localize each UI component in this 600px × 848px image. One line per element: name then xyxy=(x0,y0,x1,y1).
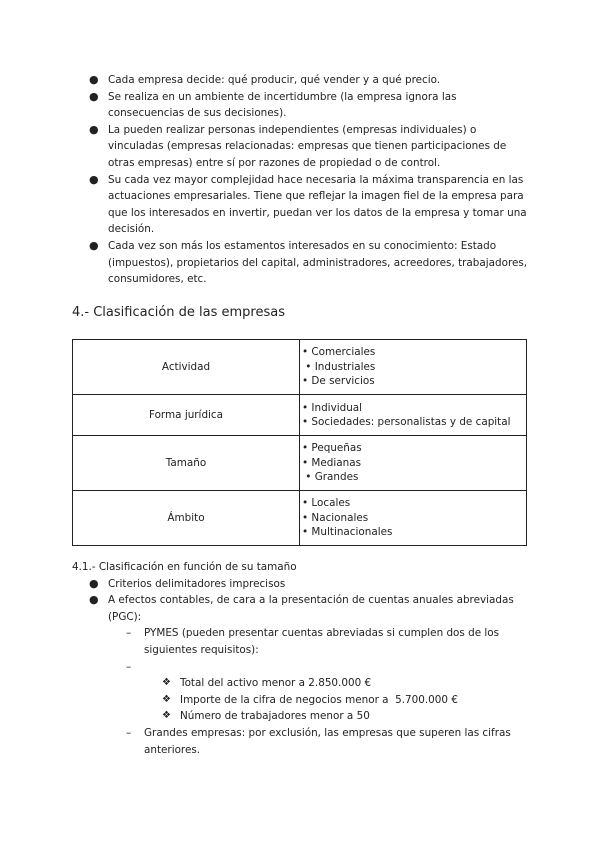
list-item xyxy=(72,625,534,658)
section-heading: 4.- Clasificación de las empresas xyxy=(72,305,286,320)
list-item-text: Importe de la cifra de negocios menor a 5.700.000 € xyxy=(180,693,458,706)
list-item xyxy=(72,89,534,122)
bullet-icon: ● xyxy=(89,89,99,103)
list-item-text: Se realiza en un ambiente de incertidumbre (la empresa ignora las consecuencias de sus decisiones). xyxy=(108,90,457,120)
list-item xyxy=(72,725,534,758)
table-row-items xyxy=(300,395,527,436)
list-item xyxy=(72,172,534,238)
list-item xyxy=(72,692,534,709)
table-row xyxy=(73,395,527,436)
list-item xyxy=(72,659,534,676)
list-item xyxy=(72,675,534,692)
bullet-icon: ● xyxy=(89,576,99,590)
list-item-text: Criterios delimitadores imprecisos xyxy=(108,577,286,590)
table-item: • Grandes xyxy=(302,471,359,484)
bullet-icon: ● xyxy=(89,593,99,607)
characteristics-list xyxy=(72,72,534,288)
list-item-text: Grandes empresas: por exclusión, las empresas que superen las cifras anteriores. xyxy=(144,726,511,756)
table-row xyxy=(73,436,527,491)
table-row-items xyxy=(300,340,527,395)
table-item: • Sociedades: personalistas y de capital xyxy=(302,416,511,428)
table-row xyxy=(73,491,527,546)
table-item: • De servicios xyxy=(302,375,375,388)
bullet-icon: ● xyxy=(89,172,99,186)
table-row-label: Actividad xyxy=(73,340,300,395)
diamond-bullet-icon: ❖ xyxy=(162,693,171,705)
list-item xyxy=(72,576,534,593)
table-row-items xyxy=(300,491,527,546)
table-item: • Medianas xyxy=(302,456,362,469)
table-item: • Multinacionales xyxy=(302,526,393,539)
list-item xyxy=(72,238,534,288)
table-row-label: Ámbito xyxy=(73,491,300,546)
bullet-icon: ● xyxy=(89,122,99,136)
table-item: • Pequeñas xyxy=(302,442,362,455)
list-item-text: A efectos contables, de cara a la presentación de cuentas anuales abreviadas (PGC): xyxy=(108,594,514,623)
list-item-text: Cada empresa decide: qué producir, qué vender y a qué precio. xyxy=(108,74,441,86)
table-row-items xyxy=(300,436,527,491)
dash-icon: – xyxy=(126,726,132,739)
size-classification-section xyxy=(72,559,534,758)
subsection-heading: 4.1.- Clasificación en función de su tamaño xyxy=(72,561,297,573)
diamond-bullet-icon: ❖ xyxy=(162,710,171,722)
list-item-text: Su cada vez mayor complejidad hace necesaria la máxima transparencia en las actuaciones empresariales. Tiene que reflejar la imagen fiel de la empresa para que los interesados en invertir, puedan ver los datos de la empresa y tomar una decisión. xyxy=(108,173,527,236)
bullet-icon: ● xyxy=(89,238,99,252)
list-item-text: Total del activo menor a 2.850.000 € xyxy=(180,677,372,690)
classification-table xyxy=(72,339,527,546)
dash-icon: – xyxy=(126,627,132,640)
table-row-label: Tamaño xyxy=(73,436,300,491)
dash-icon: – xyxy=(126,660,132,673)
list-item-text: Número de trabajadores menor a 50 xyxy=(180,710,370,723)
table-item: • Industriales xyxy=(302,360,376,373)
list-item-text: La pueden realizar personas independientes (empresas individuales) o vinculadas (empresas relacionadas: empresas que tienen participaciones de otras empresas) entre sí por razones de propiedad o de control. xyxy=(108,123,507,169)
bullet-icon: ● xyxy=(89,73,99,86)
table-row xyxy=(73,340,527,395)
list-item-text: Cada vez son más los estamentos interesados en su conocimiento: Estado (impuestos), propietarios del capital, administradores, acreedores, trabajadores, consumidores, etc. xyxy=(108,239,528,286)
table-item: • Locales xyxy=(302,497,351,510)
list-item xyxy=(72,708,534,725)
table-item: • Nacionales xyxy=(302,511,369,524)
table-item: • Individual xyxy=(302,401,363,414)
list-item xyxy=(72,72,534,89)
list-item-text: PYMES (pueden presentar cuentas abreviadas si cumplen dos de los siguientes requisitos): xyxy=(144,627,500,656)
list-item xyxy=(72,592,534,625)
table-item: • Comerciales xyxy=(302,346,376,359)
diamond-bullet-icon: ❖ xyxy=(162,677,171,689)
table-row-label: Forma jurídica xyxy=(73,395,300,436)
list-item xyxy=(72,122,534,172)
size-criteria-list xyxy=(72,576,534,759)
